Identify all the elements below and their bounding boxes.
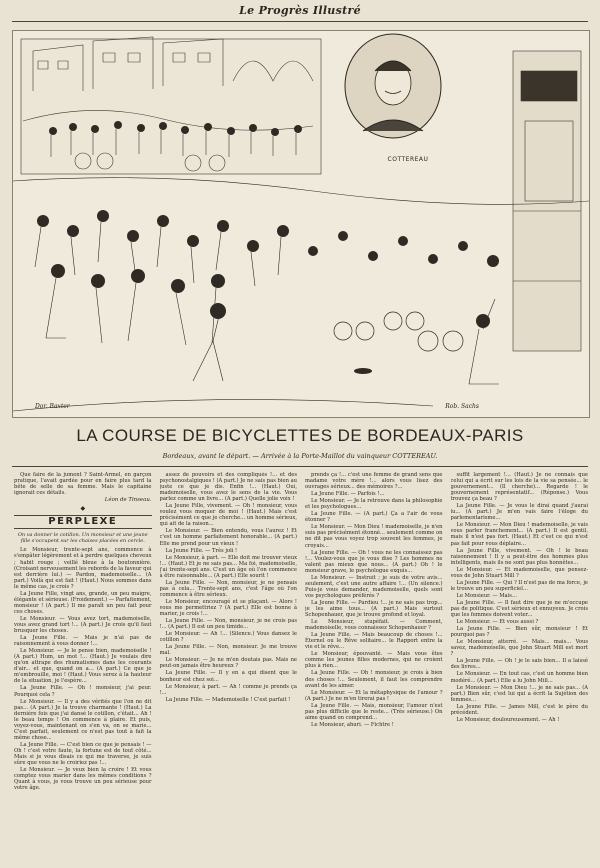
paragraph: La Jeune Fille. — Mais je n'ai pas de raisonnement à vous donner !...: [14, 635, 152, 648]
intro-paragraph: Que faire de la jument ? Saint-Armel, en garçon pratique, l'avait gardée pour en faire plus tard la bête de selle de sa femme. Mais le capitaine ignorait ces détails.: [14, 472, 152, 497]
race-illustration: [12, 30, 590, 418]
paragraph: prends ça !... c'est une femme de grand sens que madame votre mère !... alors vous lisez des ouvrages sérieux... des mémoires ?...: [305, 472, 443, 491]
paragraph: La Jeune Fille. — Oh ! monsieur, j'ai peur. Pourquoi cela ?: [14, 685, 152, 698]
paragraph: La Jeune Fille. — Non, monsieur, je ne pensais pas à cela... Trente-sept ans, c'est l'âge où l'on commence à être sérieux.: [159, 579, 297, 598]
paragraph: Le Monsieur, atterré. — Mais... mais... Vous savez, mademoiselle, que John Stuart Mill est mort ?: [450, 639, 588, 658]
story-byline: On va donner le cotillon. Un monsieur et une jeune fille s'occupent sur les chaises placées en cercle.: [17, 532, 148, 545]
paragraph: La Jeune Fille. — Mais beaucoup de choses !... Éternel ou le Rêve solitaire... le Rapport entre la vie et le rêve...: [305, 632, 443, 651]
artist-signature-left: Dor. Baxter: [35, 403, 70, 410]
column-3: [305, 472, 443, 860]
paragraph: Le Monsieur, à part. — Elle doit me trouver vieux !... (Haut.) Et je ne sais pas... Ma foi, mademoiselle, j'ai trente-sept ans. C'est un âge où l'on commence à être raisonnable... (A part.) Elle sourit !: [159, 554, 297, 579]
paragraph: Le Monsieur, douloureusement. — Ah !: [456, 716, 560, 723]
paragraph: La Jeune Fille. — C'est bien ce que je pensais ! — Oh ! c'est votre faute, la fortune est de tout côté... Mais si je vous disais ce qui me traverse, je suis sûre que vous ne le croiriez pas !...: [14, 741, 152, 767]
paragraph: La Jeune Fille. — Qui ? Il n'est pas de ma force, je le trouve un peu superficiel...: [450, 579, 588, 592]
paragraph: La Jeune Fille. — (A part.) Ça a l'air de vous étonner ?: [305, 511, 443, 524]
paragraph: La Jeune Fille. — Mais, monsieur, l'amour n'est pas plus difficile que le reste... (Très sérieuse.) On aime quand on comprend...: [305, 702, 443, 721]
masthead-rule: [12, 21, 588, 22]
paragraph: La Jeune Fille. — Mademoiselle ! C'est parfait !: [165, 696, 291, 703]
ornament-icon: ◆: [80, 505, 86, 513]
paragraph: La Jeune Fille. — Parfois !...: [311, 491, 385, 498]
column-1: [14, 472, 152, 860]
paragraph: Le Monsieur. — Et mademoiselle, que pensez-vous de John Stuart Mill ?: [450, 566, 588, 579]
paragraph: Le Monsieur. — Je le pense bien, mademoiselle ! (A part.) Hum, un mot !... (Haut.) Je voulais dire qu'on attrape des rhumatismes dans les courants d'air... et que, quand on a... (A part.) Ce que je m'embrouille, moi ! (Haut.) Vous serez à la hauteur de la situation, je l'espère...: [14, 648, 152, 685]
paragraph: Le Monsieur. — Mais...: [456, 592, 517, 599]
paragraph: La Jeune Fille. — James Mill, c'est le père du précédent.: [450, 703, 588, 716]
storefront: [513, 51, 581, 351]
paragraph: La Jeune Fille. — Non, monsieur. Je me trouve mal.: [159, 644, 297, 657]
paragraph: La Jeune Fille. — Très joli !: [165, 547, 238, 554]
paragraph: La Jeune Fille, vingt ans, grande, un peu maigre, élégante et sérieuse. (Froidement.) — Parfaitement, monsieur ! (A part.) Il me paraît un peu fait pour ces choses.: [14, 590, 152, 615]
paragraph: La Jeune Fille. — Oh ! monsieur, je crois à bien des choses !... Seulement, il faut les comprendre avant de les aimer.: [305, 670, 443, 689]
section-rule: [12, 466, 588, 467]
bordeaux-start-scene: [21, 37, 321, 174]
paragraph: Le Monsieur. — Mon Dieu !... je ne sais pas... (A part.) Bien sûr, c'est lui qui a écrit la Sujétion des femmes...: [450, 684, 588, 703]
paragraph: Le Monsieur. — Instruit ; je suis de votre avis... seulement, c'est une autre affaire !... (Un silence.) Puis-je vous demander, mademoiselle, quels sont vos psychologues préférés ?: [305, 574, 443, 599]
paragraph: Le Monsieur. — Vous avez tort, mademoiselle, vous avez grand tort !... (A part.) Je crois qu'il faut brusquer les choses.: [14, 615, 152, 635]
paragraph: Le Monsieur, ahuri. — Fichtre !: [311, 721, 394, 728]
illustration-caption: Bordeaux, avant le départ. — Arrivée à la Porte-Maillot du vainqueur COTTEREAU.: [162, 452, 438, 460]
paragraph: La Jeune Fille. — Je vous le dirai quand j'aurai lu... (A part.) Je m'en vais faire l'éloge du parlementarisme...: [450, 503, 588, 522]
story-title: PERPLEXE: [14, 515, 152, 529]
paragraph: Le Monsieur. — Je ne m'en doutais pas. Mais ne peut-on jamais être heureux ?: [159, 657, 297, 670]
paragraph: Le Monsieur, épouvanté. — Mais vous êtes comme les jeunes filles modernes, qui ne croient plus à rien...: [305, 651, 443, 670]
paragraph: Le Monsieur. — En tout cas, c'est un homme bien modéré... (A part.) Elle a lu John Mill...: [450, 671, 588, 684]
paragraph: La Jeune Fille. — Pardieu !... je ne sais pas trop... je les aime tous... (A part.) Mais surtout Schopenhauer, que je trouve profond et loyal.: [305, 599, 443, 619]
paragraph: Le Monsieur. — Et vous aussi ?: [456, 619, 539, 626]
author-signature: Léon de Tinseau.: [104, 497, 152, 504]
paragraph: Le Monsieur. — Mon Dieu ! mademoiselle, je vais vous parler franchement... (A part.) Il est gentil, mais il n'est pas fort. (Haut.) Et c'est ce qui n'est pas fait pour vous déplaire...: [450, 522, 588, 547]
paragraph: La Jeune Fille. — Non, monsieur, je ne crois pas !... (A part.) Il est un peu timide...: [159, 618, 297, 631]
paragraph: La Jeune Fille. — Il y en a qui disent que le bonheur est chez soi...: [159, 670, 297, 683]
portrait-caption: COTTEREAU: [387, 156, 429, 163]
article-headline: LA COURSE DE BICYCLETTES DE BORDEAUX-PARIS: [76, 426, 524, 445]
paragraph: La Jeune Fille. — Oh ! vous ne les connaissez pas !... Voulez-vous que je vous dise ? Les hommes ne valent pas mieux que nous... (A part.) Oh ! le monsieur grave, le psychologue exquis...: [305, 549, 443, 574]
paragraph: Le Monsieur, stupéfait. — Comment, mademoiselle, vous connaissez Schopenhauer ?: [305, 619, 443, 632]
crowd-scene: [13, 178, 589, 411]
text-columns: [14, 472, 588, 860]
paragraph: La Jeune Fille. — Bien sûr, monsieur ! Et pourquoi pas ?: [450, 626, 588, 639]
paragraph: La Jeune Fille. — Il faut dire que je ne m'occupe pas de politique. C'est sérieux et ennuyeux. Je crois que les femmes doivent voter...: [450, 599, 588, 619]
paragraph: La Jeune Fille, vivement. — Oh ! le beau raisonnement ! Il y a peut-être des hommes plus intelligents, mais ils ne sont pas plus honnêtes...: [450, 547, 588, 566]
artist-signature-right: Rob. Sachs: [445, 403, 479, 410]
paragraph: La Jeune Fille, vivement. — Oh ! monsieur, vous voulez vous moquer de moi ! (Haut.) Mais c'est précisément ce que je cherche... un homme sérieux, qui ait de la raison...: [159, 503, 297, 528]
cyclists: [334, 312, 463, 351]
paragraph: Le Monsieur, trente-sept ans, commence à s'empâter légèrement et à perdre quelques cheveux ; habit rouge ; veillé bleue à la boutonnière. (Croisant nerveusement les rebords de la faveur qui est derrière lui.) — Pardon, mademoiselle... (A part.) Voilà qui est fait ! (Haut.) Nous sommes dans le même cas, je crois ?: [14, 547, 152, 590]
paragraph: La Jeune Fille. — Oh ! je le sais bien... Il a laissé des livres...: [450, 658, 588, 671]
masthead-title: Le Progrès Illustré: [239, 4, 361, 17]
paragraph: Le Monsieur, encouragé et se plaçant. — Alors ! vous me permettriez ? (A part.) Elle est bonne à marier, je crois !...: [159, 598, 297, 618]
paragraph: Le Monsieur, à part. — Ah ! comme je prends ça !...: [159, 683, 297, 696]
paragraph: Le Monsieur. — Je veux bien la croire ! Et vous comptez vous marier dans les mêmes conditions ? Quant à vous, je vous trouve un peu sérieuse pour votre âge.: [14, 767, 152, 792]
paragraph: assez de pouvoirs et des compliqués !... et des psychonostalgiques ! (A part.) Je ne sais pas bien au juste ce que je dis. Enfin !... (Haut.) Oui, mademoiselle, vous avez le sens de la vie. Vous parlez comme un livre... (A part.) Quelle jolie voix !: [159, 472, 297, 503]
paragraph: Le Monsieur. — Et la métaphysique de l'amour ? (A part.) Je ne m'en tirerai pas !: [305, 689, 443, 702]
cottereau-portrait: [345, 34, 441, 138]
engraving-drawing: [13, 31, 589, 417]
paragraph: Le Monsieur. — Il y a des vérités que l'on ne dit pas... (A part.) Je la trouve charmante ! (Haut.) La dernière fois que j'ai dansé le cotillon, c'était... Ah ! le beau temps ! On commence à plaire. Et puis, voyez-vous, maintenant on s'en va, on se marie... C'est parfait, seulement ce n'est pas tout à fait la même chose...: [14, 698, 152, 741]
paragraph: suffit largement !... (Haut.) Je ne connais que celui qui a écrit sur les lois de la vie sa pensée... le gouvernement... (Il cherche)... Regarde ! le gouvernement représentatif... (Réponse.) Vous trouvez ça beau ?: [450, 472, 588, 503]
paragraph: Le Monsieur. — Ah !... (Silence.) Vous dansez le cotillon ?: [159, 631, 297, 644]
column-4: [451, 472, 589, 860]
column-2: [160, 472, 298, 860]
paragraph: Le Monsieur. — Mon Dieu ! mademoiselle, je n'en suis pas précisément étonné... seulement comme on ne dit pas vous voyez trop souvent les femmes, je croyais...: [305, 524, 443, 549]
paragraph: Le Monsieur. — Bien entendu, vous l'aurez ! Et c'est un homme parfaitement honorable... (A part.) Elle me prend pour un vieux !: [159, 528, 297, 547]
paragraph: Le Monsieur. — Je la retrouve dans la philosophie et les psychologues...: [305, 498, 443, 511]
